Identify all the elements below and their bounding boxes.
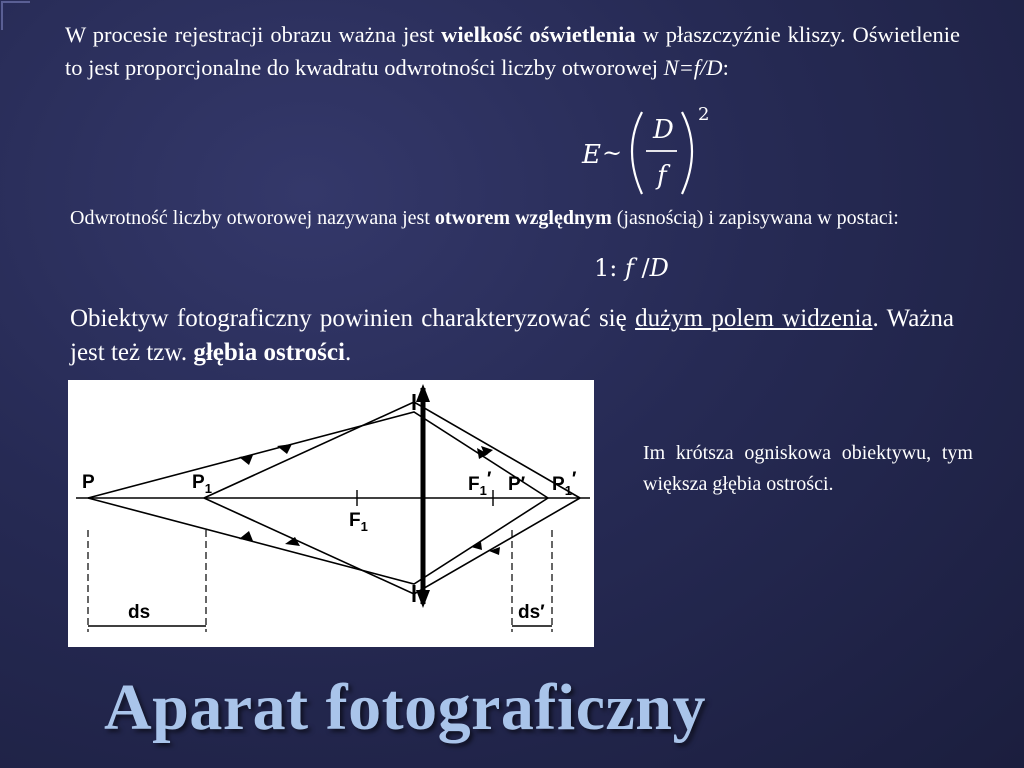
p3-period: . [344,339,352,366]
label-p: P [82,472,95,493]
formula-left-paren [632,112,642,194]
formula2-prefix: 1: [594,254,625,282]
field-of-view-paragraph [70,302,954,370]
formula-lhs: E [582,140,601,170]
diagram-caption: Im krótsza ogniskowa obiektywu, tym większa głębia ostrości. [643,442,973,495]
p3-emphasis: głębia ostrości [193,339,345,366]
label-p1: $P_1$ [192,472,212,496]
ray-p1-bottom [204,498,580,594]
p2-emphasis: otworem względnym [434,207,612,229]
p3-text-1: Obiektyw fotograficzny powinien charakteryzować się [70,305,636,332]
slide-title: Aparat fotograficzny [104,671,707,744]
formula2-f: f [624,254,634,282]
label-f1-prime: $F_1'$ [468,469,492,498]
ray-arrow-icon [239,455,253,465]
label-f1: $F_1$ [349,510,368,534]
ray-p-bottom [88,498,548,584]
label-p-prime: P′ [508,474,526,495]
label-ds-prime: ds′ [518,602,545,623]
intro-colon: : [722,55,729,80]
depth-of-field-diagram [68,380,594,647]
formula-denominator: f [657,161,667,191]
formula-relation: ~ [602,139,623,167]
formula-right-paren [682,112,692,194]
p3-text-2: . Ważna jest też tzw. [70,305,955,366]
label-ds: ds [128,602,151,623]
ray-arrow-icon [239,531,253,541]
lens-ray-diagram [68,380,594,647]
intro-formula-inline: N=f/D [663,55,723,80]
p2-text-1: Odwrotność liczby otworowej nazywana jest [70,207,435,229]
illumination-formula [580,100,720,200]
formula2-slash: / [633,254,650,282]
p3-underlined: dużym polem widzenia [635,305,873,332]
intro-text-2: w płaszczyźnie kliszy. Oświetlenie to jest proporcjonalne do kwadratu odwrotności liczby otworowej [65,22,960,80]
formula-numerator: D [653,115,674,145]
formula2-d: D [649,254,669,282]
intro-emphasis: wielkość oświetlenia [441,22,636,47]
intro-paragraph [65,18,960,84]
ray-arrow-icon [277,444,292,454]
formula-exponent: 2 [698,104,710,125]
lens-top-arrow-icon [416,384,430,402]
intro-text-1: W procesie rejestracji obrazu ważna jest [65,22,442,47]
relative-aperture-formula [594,254,669,282]
p2-text-2: (jasnością) i zapisywana w postaci: [611,207,899,229]
label-p1-prime: $P_1'$ [552,469,577,498]
relative-aperture-paragraph [70,205,962,232]
lens-bottom-arrow-icon [416,590,430,608]
corner-bracket-icon [0,0,40,40]
